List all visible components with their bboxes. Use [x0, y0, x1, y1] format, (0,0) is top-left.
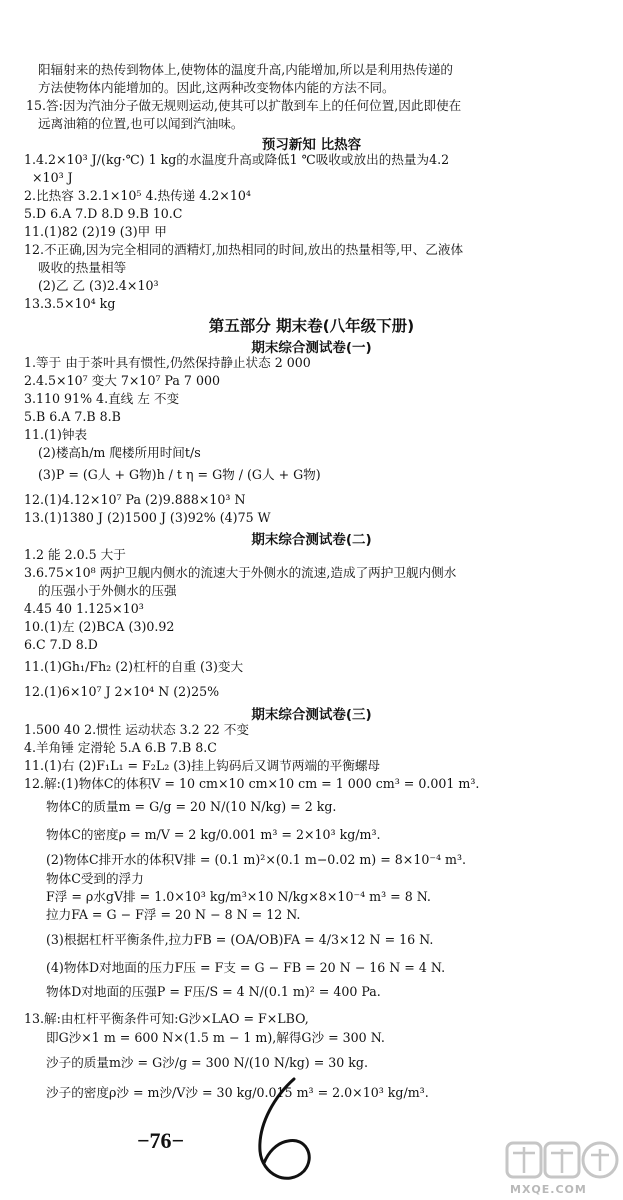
text-line: 6.C 7.D 8.D: [24, 637, 98, 652]
formula-line: 物体C的密度ρ = m/V = 2 kg/0.001 m³ = 2×10³ kg/m³.: [46, 827, 381, 842]
section-heading-exam3: 期末综合测试卷(三): [251, 707, 372, 723]
text-line: 2.4.5×10⁷ 变大 7×10⁷ Pa 7 000: [24, 373, 220, 388]
text-line: 12.解:(1)物体C的体积V = 10 cm×10 cm×10 cm = 1 000 cm³ = 0.001 m³.: [24, 776, 480, 791]
formula-line: (3)P = (G人 + G物)h / t η = G物 / (G人 + G物): [38, 467, 321, 482]
text-line: (2)乙 乙 (3)2.4×10³: [38, 278, 159, 293]
text-line: 5.D 6.A 7.D 8.D 9.B 10.C: [24, 206, 183, 221]
text-line: 远离油箱的位置,也可以闻到汽油味。: [38, 116, 244, 131]
formula-line: 物体D对地面的压强P = F压/S = 4 N/(0.1 m)² = 400 Pa.: [46, 984, 381, 999]
part-heading: 第五部分 期末卷(八年级下册): [208, 317, 415, 335]
text-line: 1.4.2×10³ J/(kg·℃) 1 kg的水温度升高或降低1 ℃吸收或放出的热量为4.2: [24, 152, 450, 167]
section-heading-exam1: 期末综合测试卷(一): [251, 340, 372, 356]
text-line: 11.(1)右 (2)F₁L₁ = F₂L₂ (3)挂上钩码后又调节两端的平衡螺母: [24, 758, 381, 773]
text-line: 4.45 40 1.125×10³: [24, 601, 144, 616]
text-line: 吸收的热量相等: [38, 260, 127, 275]
formula-line: 物体C的质量m = G/g = 20 N/(10 N/kg) = 2 kg.: [46, 799, 337, 814]
text-line: 12.(1)6×10⁷ J 2×10⁴ N (2)25%: [24, 684, 220, 699]
text-line: 的压强小于外侧水的压强: [38, 583, 177, 598]
text-line: 1.等于 由于茶叶具有惯性,仍然保持静止状态 2 000: [24, 355, 311, 370]
formula-line: 11.(1)Gh₁/Fh₂ (2)杠杆的自重 (3)变大: [24, 659, 244, 674]
section-heading-exam2: 期末综合测试卷(二): [251, 532, 372, 548]
text-line: 拉力FA = G − F浮 = 20 N − 8 N = 12 N.: [46, 907, 301, 922]
text-line: (2)楼高h/m 爬楼所用时间t/s: [38, 445, 201, 460]
text-line: 11.(1)钟表: [24, 427, 88, 442]
text-line: 物体C受到的浮力: [46, 871, 144, 886]
text-line: 1.2 能 2.0.5 大于: [24, 547, 126, 562]
formula-line: 沙子的密度ρ沙 = m沙/V沙 = 30 kg/0.015 m³ = 2.0×10³ kg/m³.: [46, 1085, 429, 1100]
text-line: 3.6.75×10⁸ 两护卫舰内侧水的流速大于外侧水的流速,造成了两护卫舰内侧水: [24, 565, 457, 580]
text-line: 2.比热容 3.2.1×10⁵ 4.热传递 4.2×10⁴: [24, 188, 251, 203]
watermark-text: MXQE.COM: [510, 1183, 587, 1196]
text-line: 12.(1)4.12×10⁷ Pa (2)9.888×10³ N: [24, 492, 246, 507]
text-line: 13.3.5×10⁴ kg: [24, 296, 116, 311]
text-line: 3.110 91% 4.直线 左 不变: [24, 391, 180, 406]
text-line: 1.500 40 2.惯性 运动状态 3.2 22 不变: [24, 722, 249, 737]
text-line: 阳辐射来的热传到物体上,使物体的温度升高,内能增加,所以是利用热传递的: [38, 62, 454, 77]
text-line: 5.B 6.A 7.B 8.B: [24, 409, 121, 424]
text-line: 13.解:由杠杆平衡条件可知:G沙×LAO = F×LBO,: [24, 1011, 309, 1026]
text-line: 即G沙×1 m = 600 N×(1.5 m − 1 m),解得G沙 = 300 N.: [46, 1030, 385, 1045]
text-line: ×10³ J: [32, 170, 73, 185]
text-line: 15.答:因为汽油分子做无规则运动,使其可以扩散到车上的任何位置,因此即使在: [26, 98, 462, 113]
section-heading-preview: 预习新知 比热容: [261, 137, 362, 153]
page-number: −76−: [137, 1128, 185, 1153]
text-line: 11.(1)82 (2)19 (3)甲 甲: [24, 224, 167, 239]
text-line: (2)物体C排开水的体积V排 = (0.1 m)²×(0.1 m−0.02 m) = 8×10⁻⁴ m³.: [46, 852, 467, 867]
text-line: 方法使物体内能增加的。因此,这两种改变物体内能的方法不同。: [38, 80, 395, 95]
text-line: F浮 = ρ水gV排 = 1.0×10³ kg/m³×10 N/kg×8×10⁻⁴ m³ = 8 N.: [46, 889, 431, 904]
handwritten-digit: [250, 1075, 320, 1190]
text-line: (4)物体D对地面的压力F压 = F支 = G − FB = 20 N − 16 N = 4 N.: [46, 960, 446, 975]
text-line: 4.羊角锤 定滑轮 5.A 6.B 7.B 8.C: [24, 740, 217, 755]
formula-line: 沙子的质量m沙 = G沙/g = 300 N/(10 N/kg) = 30 kg.: [46, 1055, 368, 1070]
text-line: 10.(1)左 (2)BCA (3)0.92: [24, 619, 175, 634]
text-line: 13.(1)1380 J (2)1500 J (3)92% (4)75 W: [24, 510, 271, 525]
text-line: 12.不正确,因为完全相同的酒精灯,加热相同的时间,放出的热量相等,甲、乙液体: [24, 242, 464, 257]
formula-line: (3)根据杠杆平衡条件,拉力FB = (OA/OB)FA = 4/3×12 N = 16 N.: [46, 932, 434, 947]
